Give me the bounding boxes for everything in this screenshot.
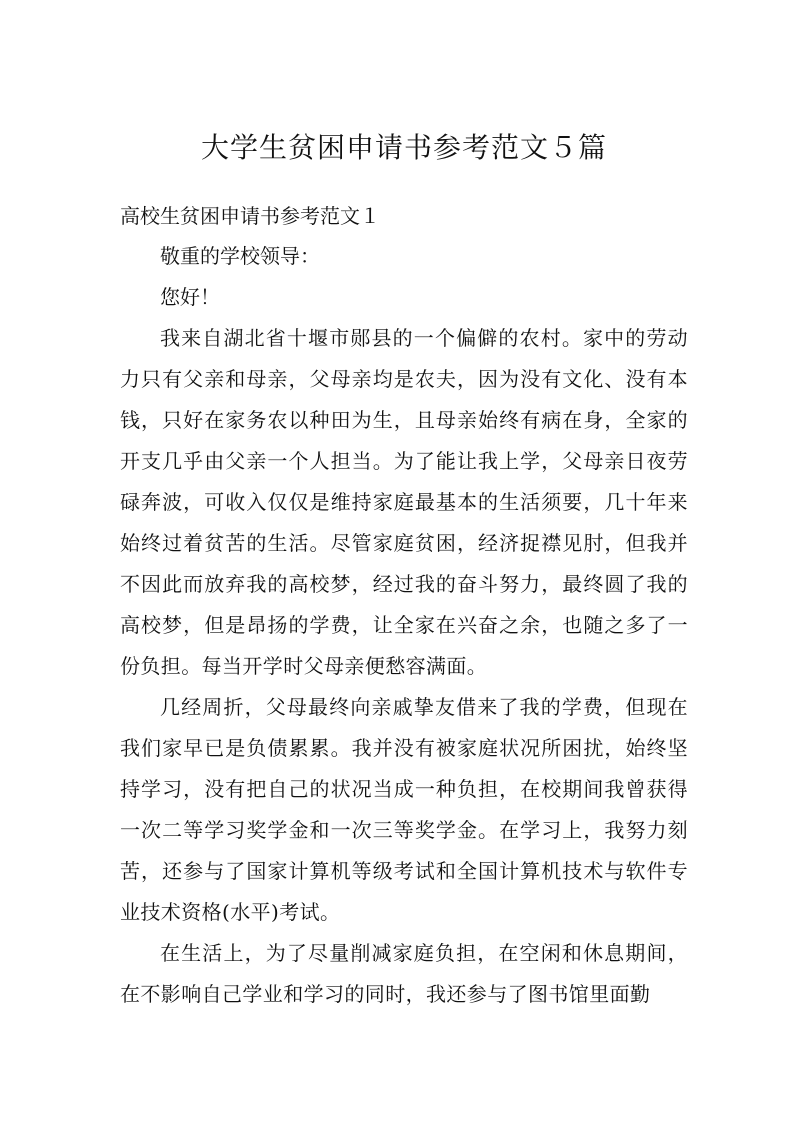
salutation: 敬重的学校领导： (160, 244, 320, 268)
paragraph-family-background: 我来自湖北省十堰市郧县的一个偏僻的农村。家中的劳动力只有父亲和母亲，父母亲均是农夫，因为没有文化、没有本钱，只好在家务农以种田为生，且母亲始终有病在身，全家的开支几乎由父亲一个人担当。为了能让我上学，父母亲日夜劳碌奔波，可收入仅仅是维持家庭最基本的生活须要，几十年来始终过着贫苦的生活。尽管家庭贫困，经济捉襟见肘，但我并不因此而放弃我的高校梦，经过我的奋斗努力，最终圆了我的高校梦，但是昂扬的学费，让全家在兴奋之余，也随之多了一份负担。每当开学时父母亲便愁容满面。 (120, 326, 688, 678)
section-title: 高校生贫困申请书参考范文１ (120, 204, 380, 228)
greeting: 您好！ (160, 285, 220, 309)
paragraph-study-achievements: 几经周折，父母最终向亲戚挚友借来了我的学费，但现在我们家早已是负债累累。我并没有被家庭状况所困扰，始终坚持学习，没有把自己的状况当成一种负担，在校期间我曾获得一次二等学习奖学金和一次三等奖学金。在学习上，我努力刻苦，还参与了国家计算机等级考试和全国计算机技术与软件专业技术资格(水平)考试。 (120, 695, 688, 924)
document-title: 大学生贫困申请书参考范文５篇 (200, 131, 607, 164)
paragraph-life-work: 在生活上，为了尽量削减家庭负担，在空闲和休息期间，在不影响自己学业和学习的同时，我还参与了图书馆里面勤 (120, 941, 688, 1006)
